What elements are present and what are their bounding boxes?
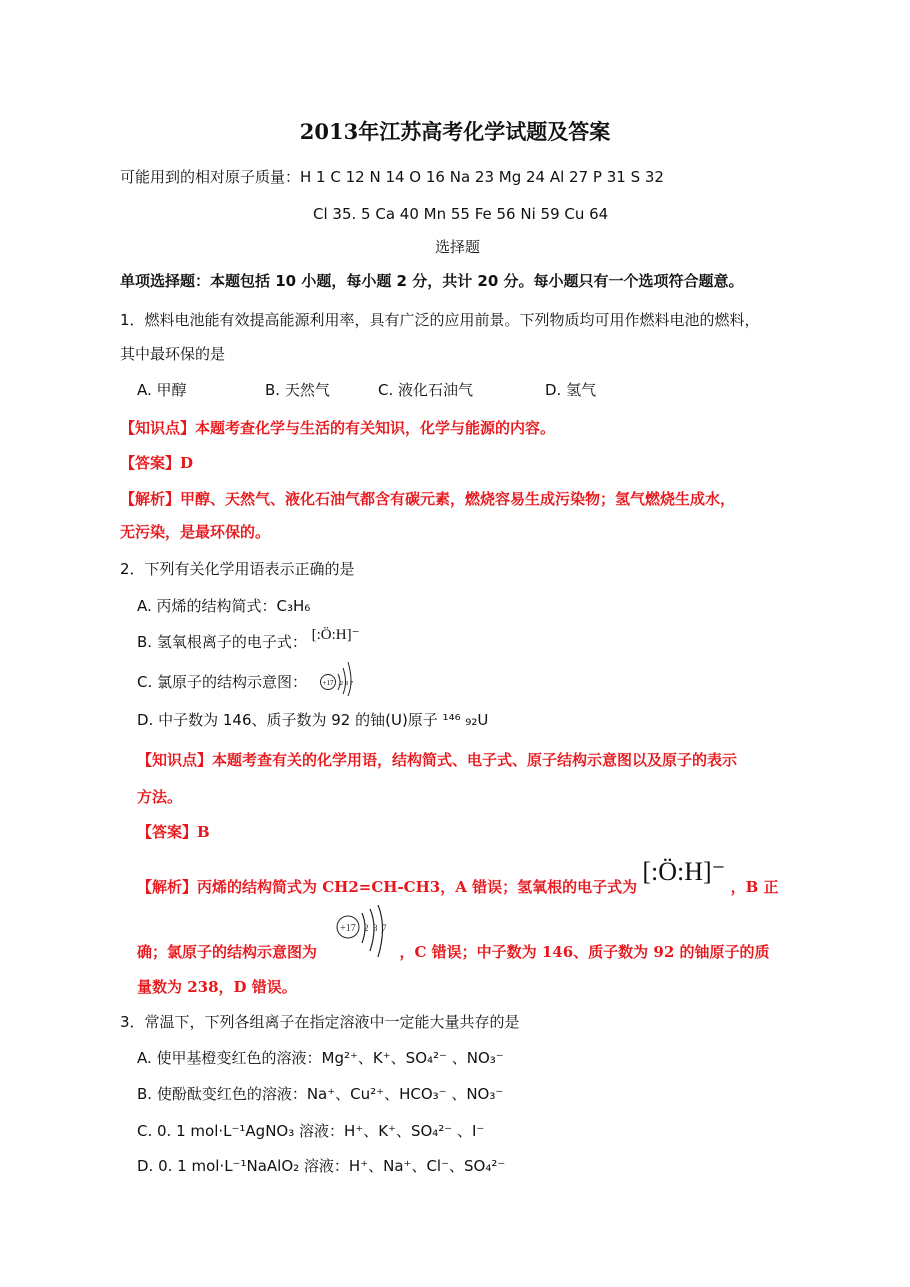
section-instruction: 单项选择题：本题包括 10 小题，每小题 2 分，共计 20 分。每小题只有一个选项符合题意。 — [120, 272, 744, 290]
q2-analysis-2-text: 确；氯原子的结构示意图为 — [137, 943, 318, 961]
q1-answer: 【答案】D — [120, 454, 194, 472]
q2-option-a: A. 丙烯的结构简式：C₃H₆ — [137, 597, 311, 615]
q3-option-b: B. 使酚酞变红色的溶液：Na⁺、Cu²⁺、HCO₃⁻ 、NO₃⁻ — [137, 1085, 504, 1103]
section-title: 选择题 — [435, 238, 481, 256]
q1-stem-2: 其中最环保的是 — [120, 345, 226, 363]
q1-stem-1: 1．燃料电池能有效提高能源利用率，具有广泛的应用前景。下列物质均可用作燃料电池的燃料， — [120, 311, 760, 329]
atomic-mass-line-2: Cl 35. 5 Ca 40 Mn 55 Fe 56 Ni 59 Cu 64 — [313, 205, 609, 223]
chlorine-atom-diagram-small — [318, 660, 358, 696]
shell-3: 7 — [382, 923, 387, 933]
q2-analysis-2 — [137, 942, 770, 962]
chlorine-atom-diagram-large — [335, 905, 405, 965]
shell-1: 2 — [340, 681, 343, 687]
shell-2: 8 — [345, 681, 348, 687]
shell-2: 8 — [373, 923, 378, 933]
q1-option-a: A. 甲醇 — [137, 381, 187, 399]
q2-analysis-1-text: 【解析】丙烯的结构简式为 CH2=CH-CH3，A 错误；氢氧根的电子式为 — [137, 878, 638, 896]
q2-option-b — [137, 627, 360, 653]
nucleus-charge: +17 — [340, 923, 356, 934]
shell-3: 7 — [350, 681, 353, 687]
q2-knowledge-2: 方法。 — [137, 788, 183, 806]
q3-option-d: D. 0. 1 mol·L⁻¹NaAlO₂ 溶液：H⁺、Na⁺、Cl⁻、SO₄²⁻ — [137, 1157, 506, 1175]
atomic-mass-line-1: 可能用到的相对原子质量：H 1 C 12 N 14 O 16 Na 23 Mg 24 Al 27 P 31 S 32 — [120, 168, 664, 186]
q1-analysis-2: 无污染，是最环保的。 — [120, 523, 271, 541]
q2-analysis-3: 量数为 238，D 错误。 — [137, 978, 297, 996]
q3-option-c: C. 0. 1 mol·L⁻¹AgNO₃ 溶液：H⁺、K⁺、SO₄²⁻ 、I⁻ — [137, 1122, 485, 1140]
q2-option-d: D. 中子数为 146、质子数为 92 的铀(U)原子 ¹⁴⁶ ₉₂U — [137, 711, 489, 729]
q2-analysis-2-end: ，C 错误；中子数为 146、质子数为 92 的铀原子的质 — [399, 943, 770, 961]
q3-stem: 3．常温下，下列各组离子在指定溶液中一定能大量共存的是 — [120, 1013, 520, 1031]
q2-analysis-1 — [137, 857, 779, 897]
hydroxide-electron-formula-large: [:Ö:H]⁻ — [642, 857, 726, 886]
nucleus-charge: +17 — [322, 679, 334, 687]
q1-option-c: C. 液化石油气 — [378, 381, 474, 399]
q2-answer: 【答案】B — [137, 823, 210, 841]
q2-knowledge-1: 【知识点】本题考查有关的化学用语，结构简式、电子式、原子结构示意图以及原子的表示 — [137, 751, 738, 769]
hydroxide-electron-formula: [:Ö:H]⁻ — [311, 627, 360, 643]
q2-stem: 2．下列有关化学用语表示正确的是 — [120, 560, 355, 578]
shell-1: 2 — [364, 923, 369, 933]
q2-option-c: C. 氯原子的结构示意图： — [137, 673, 308, 691]
q1-option-d: D. 氢气 — [545, 381, 597, 399]
document-title: 2013年江苏高考化学试题及答案 — [299, 119, 611, 144]
q1-knowledge: 【知识点】本题考查化学与生活的有关知识，化学与能源的内容。 — [120, 419, 556, 437]
q2-option-b-text: B. 氢氧根离子的电子式： — [137, 633, 307, 651]
q3-option-a: A. 使甲基橙变红色的溶液：Mg²⁺、K⁺、SO₄²⁻ 、NO₃⁻ — [137, 1049, 504, 1067]
q1-analysis-1: 【解析】甲醇、天然气、液化石油气都含有碳元素，燃烧容易生成污染物；氢气燃烧生成水， — [120, 490, 736, 508]
q2-analysis-1-end: ，B 正 — [730, 878, 779, 896]
q1-option-b: B. 天然气 — [265, 381, 330, 399]
